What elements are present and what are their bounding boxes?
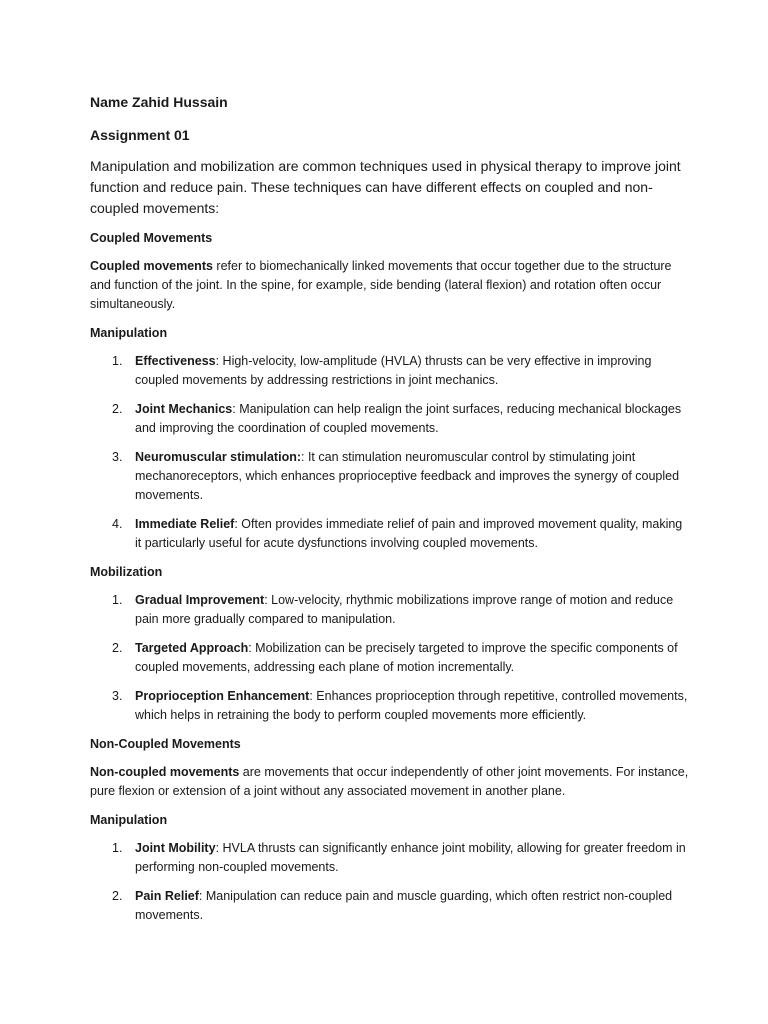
item-text: : Manipulation can reduce pain and muscle guarding, which often restrict non-coupled movements.: [135, 889, 673, 922]
item-text: : HVLA thrusts can significantly enhance joint mobility, allowing for greater freedom in performing non-coupled movements.: [135, 841, 686, 874]
item-term: Gradual Improvement: [135, 593, 265, 607]
item-text: : It can stimulation neuromuscular control by stimulating joint mechanoreceptors, which enhances proprioceptive feedback and improves the synergy of coupled movements.: [135, 450, 680, 502]
coupled-manipulation-heading: Manipulation: [90, 326, 168, 340]
list-item: [90, 687, 690, 725]
student-name: Name Zahid Hussain: [90, 94, 228, 110]
item-text: : Mobilization can be precisely targeted to improve the specific components of coupled movements, addressing each plane of motion incrementally.: [135, 641, 678, 674]
noncoupled-heading: Non-Coupled Movements: [90, 737, 241, 751]
noncoupled-term: Non-coupled movements: [90, 765, 240, 779]
list-item: [90, 448, 690, 505]
coupled-manipulation-list: [90, 352, 690, 553]
coupled-heading: Coupled Movements: [90, 231, 213, 245]
coupled-mobilization-list: [90, 591, 690, 725]
item-term: Effectiveness: [135, 354, 216, 368]
document-page: [90, 92, 690, 935]
item-term: Proprioception Enhancement: [135, 689, 310, 703]
list-number: 4.: [112, 517, 123, 531]
list-number: 1.: [112, 354, 123, 368]
list-item: [90, 839, 690, 877]
list-item: [90, 887, 690, 925]
list-number: 1.: [112, 841, 123, 855]
item-term: Pain Relief: [135, 889, 199, 903]
coupled-term: Coupled movements: [90, 259, 213, 273]
list-number: 3.: [112, 450, 123, 464]
item-text: : Manipulation can help realign the joint surfaces, reducing mechanical blockages and improving the coordination of coupled movements.: [135, 402, 682, 435]
item-text: : High-velocity, low-amplitude (HVLA) thrusts can be very effective in improving coupled movements by addressing restrictions in joint mechanics.: [135, 354, 652, 387]
assignment-title: Assignment 01: [90, 127, 190, 143]
item-text: : Low-velocity, rhythmic mobilizations improve range of motion and reduce pain more gradually compared to manipulation.: [135, 593, 674, 626]
coupled-definition-text: refer to biomechanically linked movements that occur together due to the structure and function of the joint. In the spine, for example, side bending (lateral flexion) and rotation often occur simultaneously.: [90, 259, 672, 311]
list-item: [90, 515, 690, 553]
list-item: [90, 639, 690, 677]
item-term: Immediate Relief: [135, 517, 235, 531]
item-term: Neuromuscular stimulation:: [135, 450, 301, 464]
list-item: [90, 400, 690, 438]
list-number: 1.: [112, 593, 123, 607]
item-text: : Often provides immediate relief of pain and improved movement quality, making it particularly useful for acute dysfunctions involving coupled movements.: [135, 517, 683, 550]
noncoupled-manipulation-list: [90, 839, 690, 925]
coupled-definition: [90, 257, 690, 314]
coupled-mobilization-heading: Mobilization: [90, 565, 163, 579]
item-term: Joint Mobility: [135, 841, 216, 855]
item-term: Targeted Approach: [135, 641, 249, 655]
list-number: 3.: [112, 689, 123, 703]
noncoupled-definition: [90, 763, 690, 801]
list-item: [90, 352, 690, 390]
list-number: 2.: [112, 641, 123, 655]
noncoupled-definition-text: are movements that occur independently of other joint movements. For instance, pure flexion or extension of a joint without any associated movement in another plane.: [90, 765, 689, 798]
item-term: Joint Mechanics: [135, 402, 233, 416]
list-number: 2.: [112, 889, 123, 903]
list-item: [90, 591, 690, 629]
intro-paragraph: Manipulation and mobilization are common techniques used in physical therapy to improve joint function and reduce pain. These techniques can have different effects on coupled and non-coupled movements:: [90, 158, 681, 216]
list-number: 2.: [112, 402, 123, 416]
item-text: : Enhances proprioception through repetitive, controlled movements, which helps in retraining the body to perform coupled movements more efficiently.: [135, 689, 688, 722]
noncoupled-manipulation-heading: Manipulation: [90, 813, 168, 827]
